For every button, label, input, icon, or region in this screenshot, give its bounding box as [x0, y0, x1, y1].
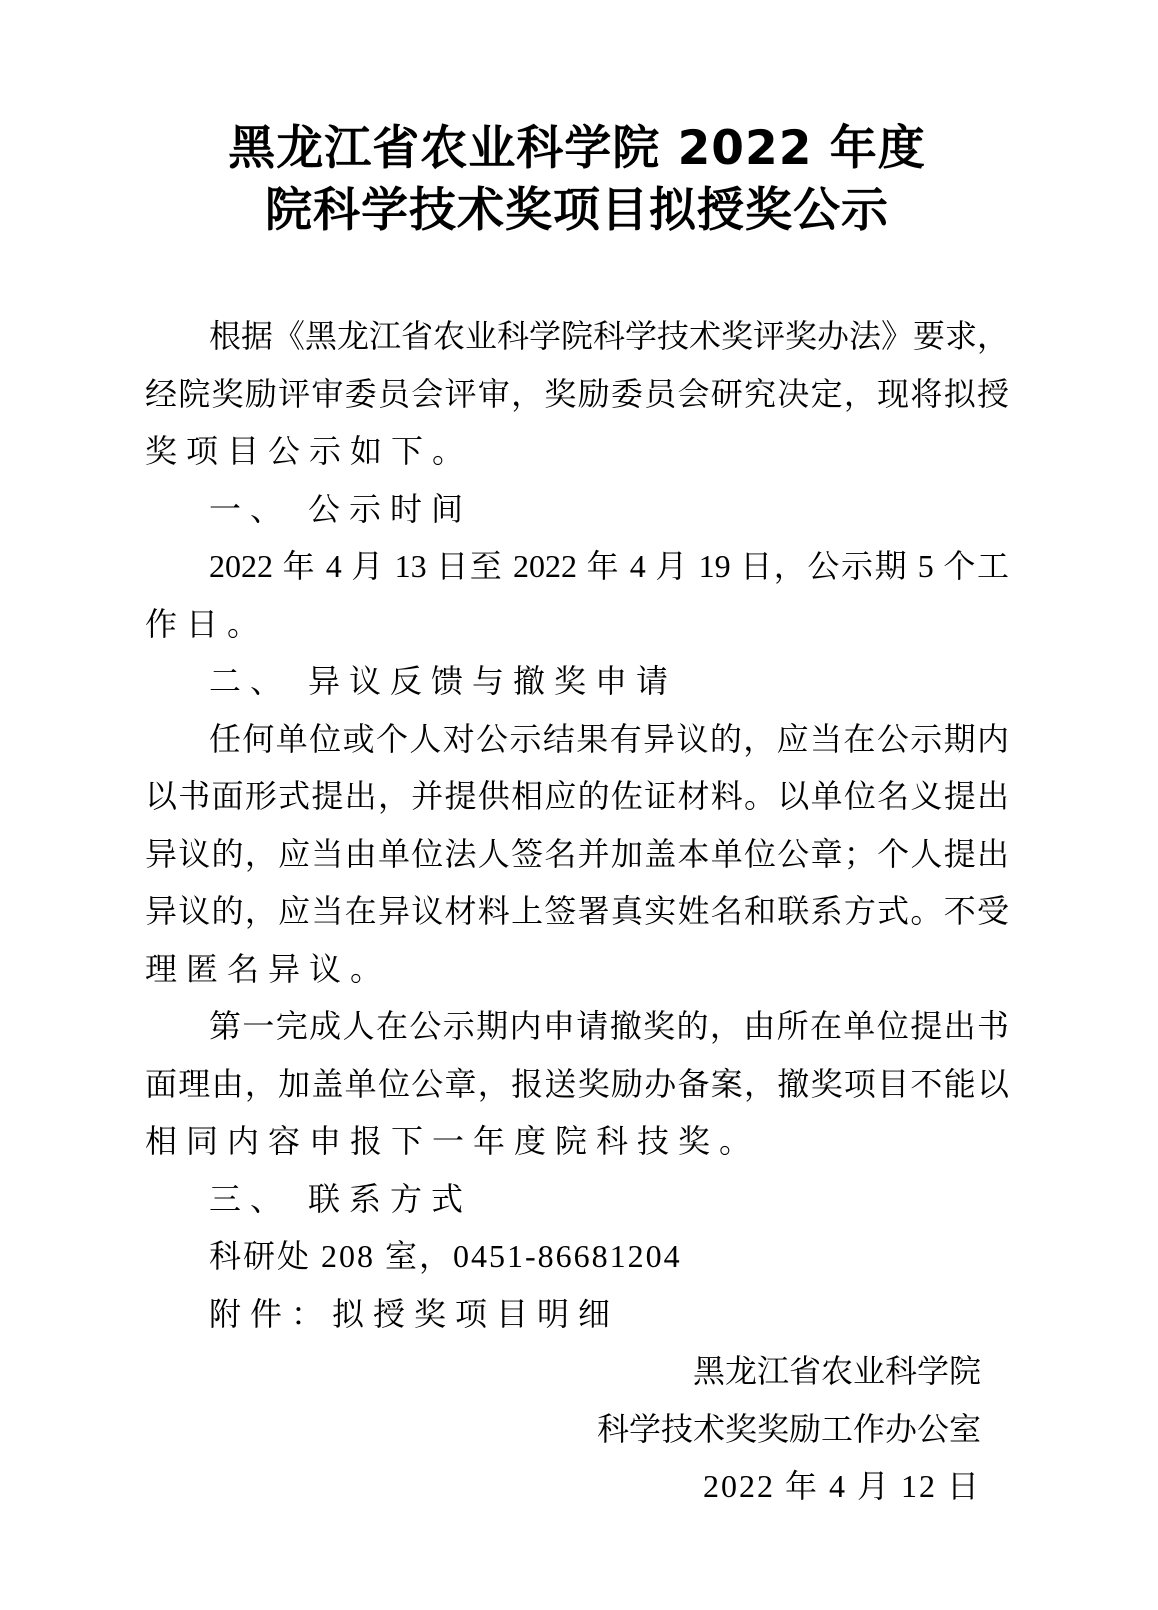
section-3-heading: 三、 联系方式 — [209, 1180, 473, 1217]
document-title — [145, 118, 1009, 242]
signature-date: 2022 年 4 月 12 日 — [702, 1468, 981, 1504]
document-title-line-2: 院科学技术奖项目拟授奖公示 — [265, 183, 889, 238]
section-3-attachment: 附件：拟授奖项目明细 — [209, 1295, 620, 1332]
section-1-line-1: 2022 年 4 月 13 日至 2022 年 4 月 19 日，公示期 5 个工 — [209, 548, 1009, 584]
signature-org-line: 黑龙江省农业科学院 — [692, 1353, 981, 1389]
section-1-line-2: 作日。 — [145, 605, 269, 642]
intro-line-1: 根据《黑龙江省农业科学院科学技术奖评奖办法》要求， — [209, 318, 1010, 354]
section-1-heading: 一、 公示时间 — [209, 490, 473, 527]
section-3-contact: 科研处 208 室，0451-86681204 — [209, 1238, 682, 1274]
section-2-paragraph-2-line-1: 第一完成人在公示期内申请撤奖的，由所在单位提出书 — [209, 1008, 1009, 1044]
section-2-paragraph-1-line-5: 理匿名异议。 — [145, 950, 392, 987]
section-2-paragraph-2-line-2: 面理由，加盖单位公章，报送奖励办备案，撤奖项目不能以 — [145, 1065, 1009, 1102]
section-2-paragraph-1-line-1: 任何单位或个人对公示结果有异议的，应当在公示期内 — [209, 720, 1009, 757]
section-2-heading: 二、 异议反馈与撤奖申请 — [209, 663, 678, 699]
section-2-paragraph-1-line-2: 以书面形式提出，并提供相应的佐证材料。以单位名义提出 — [145, 778, 1009, 814]
intro-line-2: 经院奖励评审委员会评审，奖励委员会研究决定，现将拟授 — [145, 375, 1009, 412]
intro-line-3: 奖项目公示如下。 — [145, 433, 474, 469]
document-body — [145, 308, 1009, 1516]
section-2-paragraph-2-line-3: 相同内容申报下一年度院科技奖。 — [145, 1123, 761, 1159]
signature-office-line: 科学技术奖奖励工作办公室 — [596, 1410, 981, 1447]
document-title-line-1: 黑龙江省农业科学院 2022 年度 — [228, 121, 926, 176]
section-2-paragraph-1-line-4: 异议的，应当在异议材料上签署真实姓名和联系方式。不受 — [145, 893, 1009, 929]
section-2-paragraph-1-line-3: 异议的，应当由单位法人签名并加盖本单位公章；个人提出 — [145, 835, 1009, 872]
